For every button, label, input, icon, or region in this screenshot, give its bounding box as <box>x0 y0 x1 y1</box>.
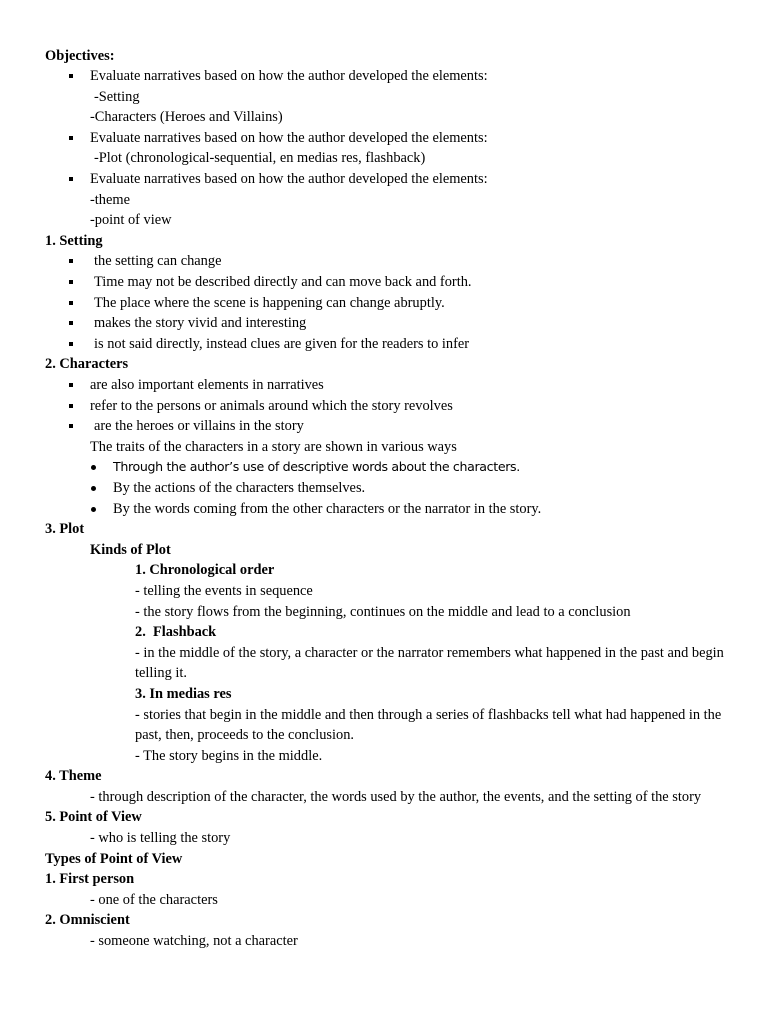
omniscient-text: - someone watching, not a character <box>90 933 298 950</box>
characters-bullet: refer to the persons or animals around which the story revolves <box>45 396 735 417</box>
characters-bullet: are the heroes or villains in the story <box>45 416 735 437</box>
setting-bullet: makes the story vivid and interesting <box>45 313 735 334</box>
objective-sub-plot: -Plot (chronological-sequential, en medias res, flashback) <box>94 150 426 167</box>
objective-sub-theme: -theme <box>90 191 130 208</box>
objectives-heading: Objectives: <box>45 47 115 64</box>
traits-bullet: Through the author’s use of descriptive words about the characters. <box>45 457 735 478</box>
plot-heading: 3. Plot <box>45 521 85 538</box>
characters-heading: 2. Characters <box>45 356 129 373</box>
document-content <box>45 46 735 952</box>
flashback-title: 2. Flashback <box>135 624 217 641</box>
traits-bullet: By the words coming from the other characters or the narrator in the story. <box>45 499 735 520</box>
pov-heading: 5. Point of View <box>45 809 142 826</box>
characters-bullet: are also important elements in narratives <box>45 375 735 396</box>
theme-heading: 4. Theme <box>45 768 102 785</box>
chronological-title: 1. Chronological order <box>135 562 275 579</box>
types-pov-heading: Types of Point of View <box>45 850 183 867</box>
objective-sub-setting: -Setting <box>94 88 140 105</box>
traits-intro: The traits of the characters in a story are shown in various ways <box>90 438 457 455</box>
in-medias-res-title: 3. In medias res <box>135 685 232 702</box>
in-medias-res-text: - stories that begin in the middle and then through a series of flashbacks tell what had happened in the past, then, proceeds to the conclusion. <box>135 706 722 744</box>
traits-bullet: By the actions of the characters themselves. <box>45 478 735 499</box>
setting-bullet: is not said directly, instead clues are given for the readers to infer <box>45 334 735 355</box>
kinds-of-plot-heading: Kinds of Plot <box>90 541 171 558</box>
setting-bullet: Time may not be described directly and can move back and forth. <box>45 272 735 293</box>
first-person-text: - one of the characters <box>90 891 218 908</box>
first-person-title: 1. First person <box>45 871 135 888</box>
chronological-line: - the story flows from the beginning, continues on the middle and lead to a conclusion <box>135 603 631 620</box>
in-medias-res-line: - The story begins in the middle. <box>135 747 323 764</box>
chronological-line: - telling the events in sequence <box>135 582 313 599</box>
pov-text: - who is telling the story <box>90 830 231 847</box>
objective-item-1: Evaluate narratives based on how the author developed the elements: <box>45 66 735 87</box>
setting-heading: 1. Setting <box>45 232 103 249</box>
objective-item-2: Evaluate narratives based on how the author developed the elements: <box>45 128 735 149</box>
objective-sub-characters: -Characters (Heroes and Villains) <box>90 109 283 126</box>
omniscient-title: 2. Omniscient <box>45 912 130 929</box>
setting-bullet: the setting can change <box>45 251 735 272</box>
objective-sub-pov: -point of view <box>90 212 172 229</box>
objective-item-3: Evaluate narratives based on how the author developed the elements: <box>45 169 735 190</box>
flashback-text: - in the middle of the story, a character or the narrator remembers what happened in the past and begin telling it. <box>135 644 724 682</box>
setting-bullet: The place where the scene is happening can change abruptly. <box>45 293 735 314</box>
theme-text: - through description of the character, the words used by the author, the events, and the setting of the story <box>90 788 702 805</box>
